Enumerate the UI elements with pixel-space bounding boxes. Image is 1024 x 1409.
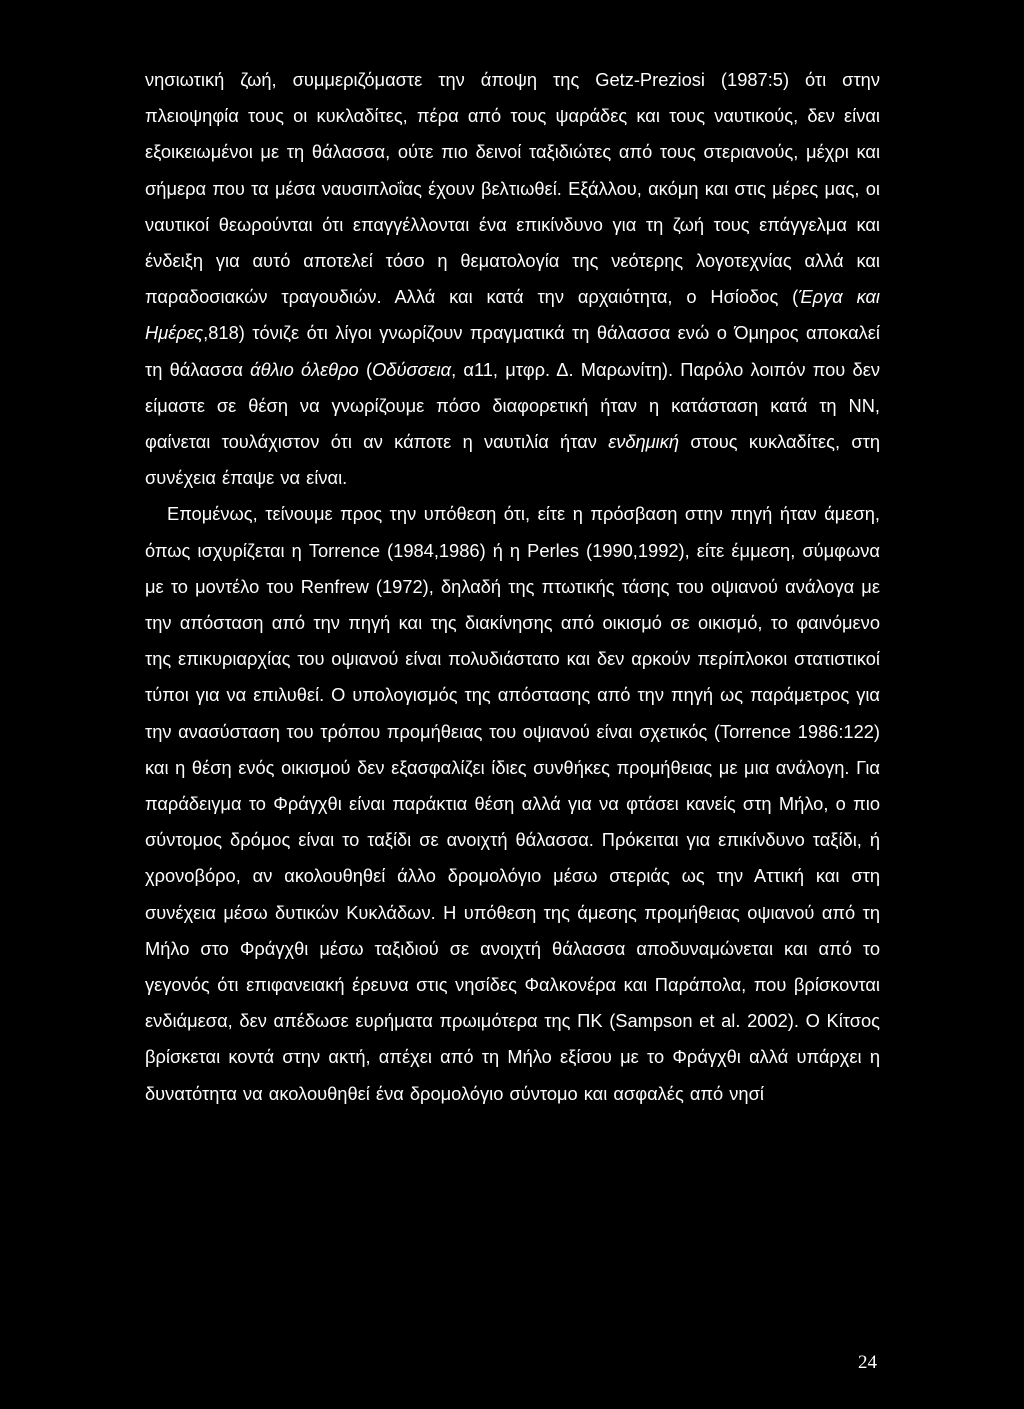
- paragraph-1-run: , α11, μτφρ. Δ. Μαρωνίτη). Παρόλο λοιπόν που δεν είμαστε σε θέση να γνωρίζουμε πόσο διαφορετική ήταν η κατάσταση κατά τη ΝΝ, φαίνεται τουλάχιστον ότι αν κάποτε η ναυτιλία ήταν: [145, 358, 880, 453]
- paragraph-1: [145, 62, 880, 496]
- paragraph-1-run: στους κυκλαδίτες, στη συνέχεια έπαψε να είναι.: [145, 431, 880, 489]
- paragraph-1-italic-run: ενδημική: [608, 431, 680, 453]
- paragraph-1-italic-run: Οδύσσεια: [372, 358, 452, 380]
- paragraph-1-italic-run: Έργα και Ημέρες: [145, 286, 880, 344]
- paragraph-2-run: Επομένως, τείνουμε προς την υπόθεση ότι, είτε η πρόσβαση στην πηγή ήταν άμεση, όπως ισχυρίζεται η Torrence (1984,1986) ή η Perles (1990,1992), είτε έμμεση, σύμφωνα με το μοντέλο του Renfrew (1972), δηλαδή της πτωτικής τάσης του οψιανού ανάλογα με την απόσταση από την πηγή και της διακίνησης από οικισμό σε οικισμό, το φαινόμενο της επικυριαρχίας του οψιανού είναι πολυδιάστατο και δεν αρκούν περίπλοκοι στατιστικοί τύποι για να επιλυθεί. Ο υπολογισμός της απόστασης από την πηγή ως παράμετρος για την ανασύσταση του τρόπου προμήθειας του οψιανού είναι σχετικός (Torrence 1986:122) και η θέση ενός οικισμού δεν εξασφαλίζει ίδιες συνθήκες προμήθειας με μια ανάλογη. Για παράδειγμα το Φράγχθι είναι παράκτια θέση αλλά για να φτάσει κανείς στη Μήλο, ο πιο σύντομος δρόμος είναι το ταξίδι σε ανοιχτή θάλασσα. Πρόκειται για επικίνδυνο ταξίδι, ή χρονοβόρο, αν ακολουθηθεί άλλο δρομολόγιο μέσω στεριάς ως την Αττική και στη συνέχεια μέσω δυτικών Κυκλάδων. Η υπόθεση της άμεσης προμήθειας οψιανού από τη Μήλο στο Φράγχθι μέσω ταξιδιού σε ανοιχτή θάλασσα αποδυναμώνεται και από το γεγονός ότι επιφανειακή έρευνα στις νησίδες Φαλκονέρα και Παράπολα, που βρίσκονται ενδιάμεσα, δεν απέδωσε ευρήματα πρωιμότερα της ΠΚ (Sampson et al. 2002). Ο Κίτσος βρίσκεται κοντά στην ακτή, απέχει από τη Μήλο εξίσου με το Φράγχθι αλλά υπάρχει η δυνατότητα να ακολουθηθεί ένα δρομολόγιο σύντομο και ασφαλές από νησί: [145, 503, 880, 1104]
- paragraph-1-run: (: [358, 358, 373, 380]
- paragraph-1-run: νησιωτική ζωή, συμμεριζόμαστε την άποψη της Getz-Preziosi (1987:5) ότι στην πλειοψηφία τους οι κυκλαδίτες, πέρα από τους ψαράδες και τους ναυτικούς, δεν είναι εξοικειωμένοι με τη θάλασσα, ούτε πιο δεινοί ταξιδιώτες από τους στεριανούς, μέχρι και σήμερα που τα μέσα ναυσιπλοΐας έχουν βελτιωθεί. Εξάλλου, ακόμη και στις μέρες μας, οι ναυτικοί θεωρούνται ότι επαγγέλλονται ένα επικίνδυνο για τη ζωή τους επάγγελμα και ένδειξη για αυτό αποτελεί τόσο η θεματολογία της νεότερης λογοτεχνίας αλλά και παραδοσιακών τραγουδιών. Αλλά και κατά την αρχαιότητα, ο Ησίοδος (: [145, 69, 880, 308]
- paragraph-1-run: ,818) τόνιζε ότι λίγοι γνωρίζουν πραγματικά τη θάλασσα ενώ ο Όμηρος αποκαλεί τη θάλασσα: [145, 322, 880, 380]
- paragraph-2: [145, 496, 880, 1111]
- paragraph-1-italic-run: άθλιο όλεθρο: [250, 358, 359, 380]
- page-number: 24: [858, 1352, 877, 1373]
- document-body: [145, 62, 880, 1112]
